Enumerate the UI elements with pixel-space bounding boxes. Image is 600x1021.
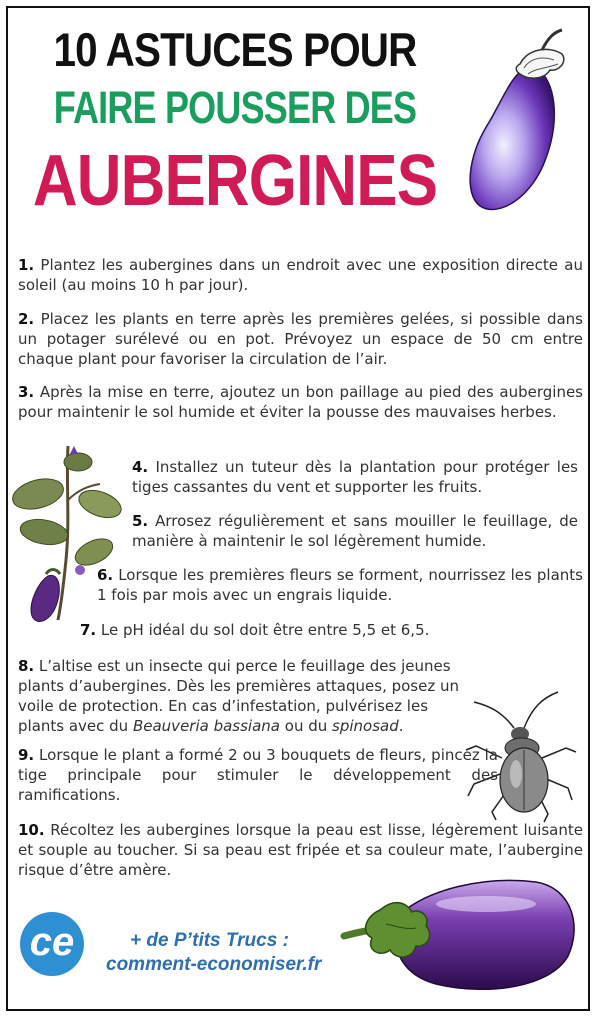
- title-line-2: FAIRE POUSSER DES: [53, 82, 417, 133]
- tip-9: [18, 745, 498, 805]
- tip-text: Récoltez les aubergines lorsque la peau est lisse, légèrement luisante et souple au toucher. Si sa peau est fripée et sa couleur mate, l’aubergine risque d’être amère.: [18, 821, 583, 879]
- tip-text: ou du: [280, 717, 333, 735]
- tip-number: 2.: [18, 310, 35, 328]
- title-line-1: 10 ASTUCES POUR: [53, 23, 417, 76]
- footer: [20, 912, 340, 982]
- tip-1: [18, 255, 583, 295]
- tip-number: 5.: [132, 512, 149, 530]
- tip-text-italic: spinosad: [332, 717, 399, 735]
- tip-text-italic: Beauveria bassiana: [132, 717, 280, 735]
- tip-number: 8.: [18, 657, 35, 675]
- title-line-3: AUBERGINES: [32, 141, 438, 221]
- tip-number: 7.: [80, 621, 97, 639]
- footer-tagline: + de P’tits Trucs :: [130, 930, 289, 951]
- tip-number: 4.: [132, 458, 149, 476]
- tip-number: 10.: [18, 821, 45, 839]
- tip-text: .: [398, 717, 404, 735]
- tip-2: [18, 309, 583, 369]
- tip-4: [132, 457, 578, 497]
- tip-number: 3.: [18, 383, 35, 401]
- tip-text: Plantez les aubergines dans un endroit avec une exposition directe au soleil (au moins 10 h par jour).: [18, 256, 583, 294]
- tip-text: L’altise est un insecte qui perce le feuillage des jeunes plants d’aubergines. Dès les premières attaques, posez un voile de protection. En cas d’infestation, pulvérisez les plants avec du: [18, 657, 460, 735]
- tip-number: 1.: [18, 256, 35, 274]
- tip-text: Placez les plants en terre après les premières gelées, si possible dans un potager surélevé ou en pot. Prévoyez un espace de 50 cm entre chaque plant pour favoriser la circulation de l’air.: [18, 310, 583, 368]
- site-logo[interactable]: ce: [20, 912, 84, 976]
- tip-number: 9.: [18, 746, 35, 764]
- eggplant-illustration-top: [458, 28, 588, 228]
- tip-text: Après la mise en terre, ajoutez un bon paillage au pied des aubergines pour maintenir le sol humide et éviter la pousse des mauvaises herbes.: [18, 383, 583, 421]
- footer-website-link[interactable]: comment-economiser.fr: [106, 954, 322, 975]
- tip-text: Installez un tuteur dès la plantation pour protéger les tiges cassantes du vent et supporter les fruits.: [132, 458, 578, 496]
- tip-text: Arrosez régulièrement et sans mouiller le feuillage, de manière à maintenir le sol légèrement humide.: [132, 512, 578, 550]
- tip-text: Lorsque le plant a formé 2 ou 3 bouquets de fleurs, pincez la tige principale pour stimuler le développement des ramifications.: [18, 746, 498, 804]
- tip-3: [18, 382, 583, 422]
- tip-6: [97, 565, 583, 605]
- tip-text: Lorsque les premières fleurs se forment, nourrissez les plants 1 fois par mois avec un engrais liquide.: [97, 566, 583, 604]
- eggplant-illustration-bottom: [336, 868, 582, 998]
- tip-text: Le pH idéal du sol doit être entre 5,5 et 6,5.: [100, 621, 430, 639]
- tip-5: [132, 511, 578, 551]
- tip-number: 6.: [97, 566, 114, 584]
- tip-7: [80, 620, 580, 640]
